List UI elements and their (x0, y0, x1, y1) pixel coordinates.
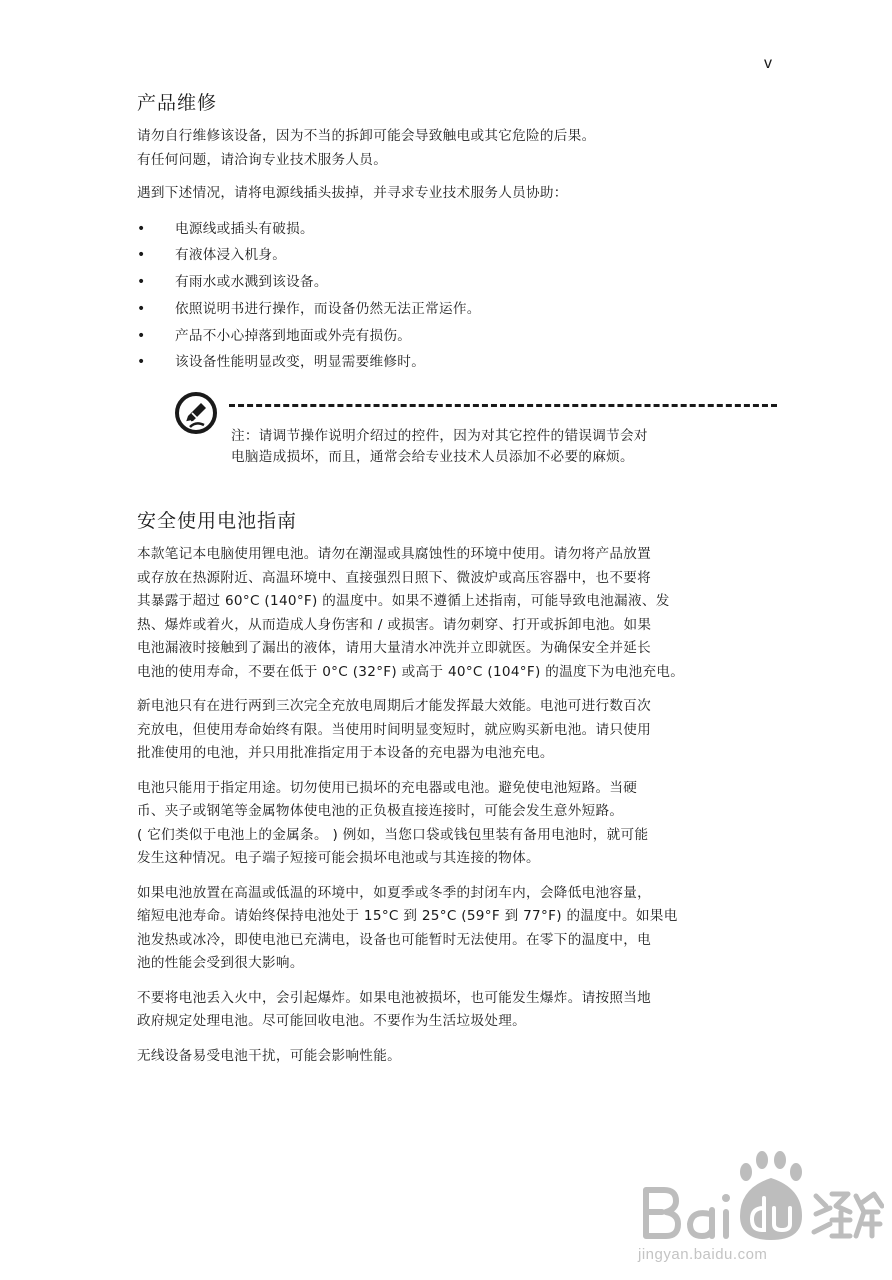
repair-paragraph (137, 125, 777, 172)
bullet-icon: • (137, 327, 146, 344)
repair-intro: 遇到下述情况，请将电源线插头拔掉，并寻求专业技术服务人员协助： (137, 185, 568, 201)
repair-line-1: 请勿自行维修该设备，因为不当的拆卸可能会导致触电或其它危险的后果。 (137, 128, 596, 144)
bullet-icon: • (137, 300, 146, 317)
note-text (231, 426, 761, 468)
watermark-url: jingyan.baidu.com (638, 1246, 768, 1263)
section-title-product-repair: 产品维修 (137, 92, 218, 114)
list-item: • 该设备性能明显改变，明显需要维修时。 (137, 349, 777, 376)
bullet-icon: • (137, 354, 146, 371)
baidu-logo-icon (634, 1146, 884, 1246)
list-item: • 有液体浸入机身。 (137, 242, 777, 269)
bullet-icon: • (137, 247, 146, 264)
page-number: v (764, 55, 772, 72)
repair-line-2: 有任何问题，请洽询专业技术服务人员。 (137, 151, 388, 168)
battery-paragraph-2: 新电池只有在进行两到三次完全充放电周期后才能发挥最大效能。电池可进行数百次 充放电，但使用寿命始终有限。当使用时间明显变短时，就应购买新电池。请只使用 批准使用的电池，并只用批准指定用于本设备的充电器为电池充电。 (137, 698, 652, 762)
list-item: • 有雨水或水溅到该设备。 (137, 269, 777, 296)
bullet-icon: • (137, 220, 146, 237)
note-line-1: 注：请调节操作说明介绍过的控件，因为对其它控件的错误调节会对 (231, 428, 648, 445)
repair-conditions-list (137, 216, 777, 377)
bullet-icon: • (137, 274, 146, 291)
list-item: • 依照说明书进行操作，而设备仍然无法正常运作。 (137, 296, 777, 323)
section-title-battery-safety: 安全使用电池指南 (137, 510, 298, 533)
battery-paragraph-5: 不要将电池丢入火中，会引起爆炸。如果电池被损坏，也可能发生爆炸。请按照当地 政府规定处理电池。尽可能回收电池。不要作为生活垃圾处理。 (137, 989, 652, 1030)
note-pen-icon (174, 391, 218, 435)
baidu-jingyan-watermark (634, 1146, 884, 1266)
list-item: • 产品不小心掉落到地面或外壳有损伤。 (137, 323, 777, 350)
note-dashed-divider (229, 404, 777, 407)
document-body (137, 88, 777, 1079)
note-box (137, 390, 777, 482)
battery-paragraph-3: 电池只能用于指定用途。切勿使用已损坏的充电器或电池。避免使电池短路。当硬 币、夹子或钢笔等金属物体使电池的正负极直接连接时，可能会发生意外短路。 ( 它们类似于电池上的金属条。 ) 例如，当您口袋或钱包里装有备用电池时，就可能 发生这种情况。电子端子短接可能会损坏电池或与其连接的物体。 (137, 779, 649, 867)
battery-paragraph-4: 如果电池放置在高温或低温的环境中，如夏季或冬季的封闭车内，会降低电池容量， 缩短电池寿命。请始终保持电池处于 15°C 到 25°C (59°F 到 77°F) 的温度中。如果电 池发热或冰冷，即使电池已充满电，设备也可能暂时无法使用。在零下的温度中，电 池的性能会受到很大影响。 (137, 884, 678, 972)
list-item: • 电源线或插头有破损。 (137, 216, 777, 243)
battery-paragraph-1: 本款笔记本电脑使用锂电池。请勿在潮湿或具腐蚀性的环境中使用。请勿将产品放置 或存放在热源附近、高温环境中、直接强烈日照下、微波炉或高压容器中，也不要将 其暴露于超过 60°C (140°F) 的温度中。如果不遵循上述指南，可能导致电池漏液、发 热、爆炸或着火，从而造成人身伤害和 / 或损害。请勿刺穿、打开或拆卸电池。如果 电池漏液时接触到了漏出的液体，请用大量清水冲洗并立即就医。为确保安全并延长 电池的使用寿命，不要在低于 0°C (32°F) 或高于 40°C (104°F) 的温度下为电池充电。 (137, 546, 685, 680)
battery-paragraph-6: 无线设备易受电池干扰，可能会影响性能。 (137, 1047, 401, 1064)
note-line-2: 电脑造成损坏，而且，通常会给专业技术人员添加不必要的麻烦。 (231, 449, 634, 466)
